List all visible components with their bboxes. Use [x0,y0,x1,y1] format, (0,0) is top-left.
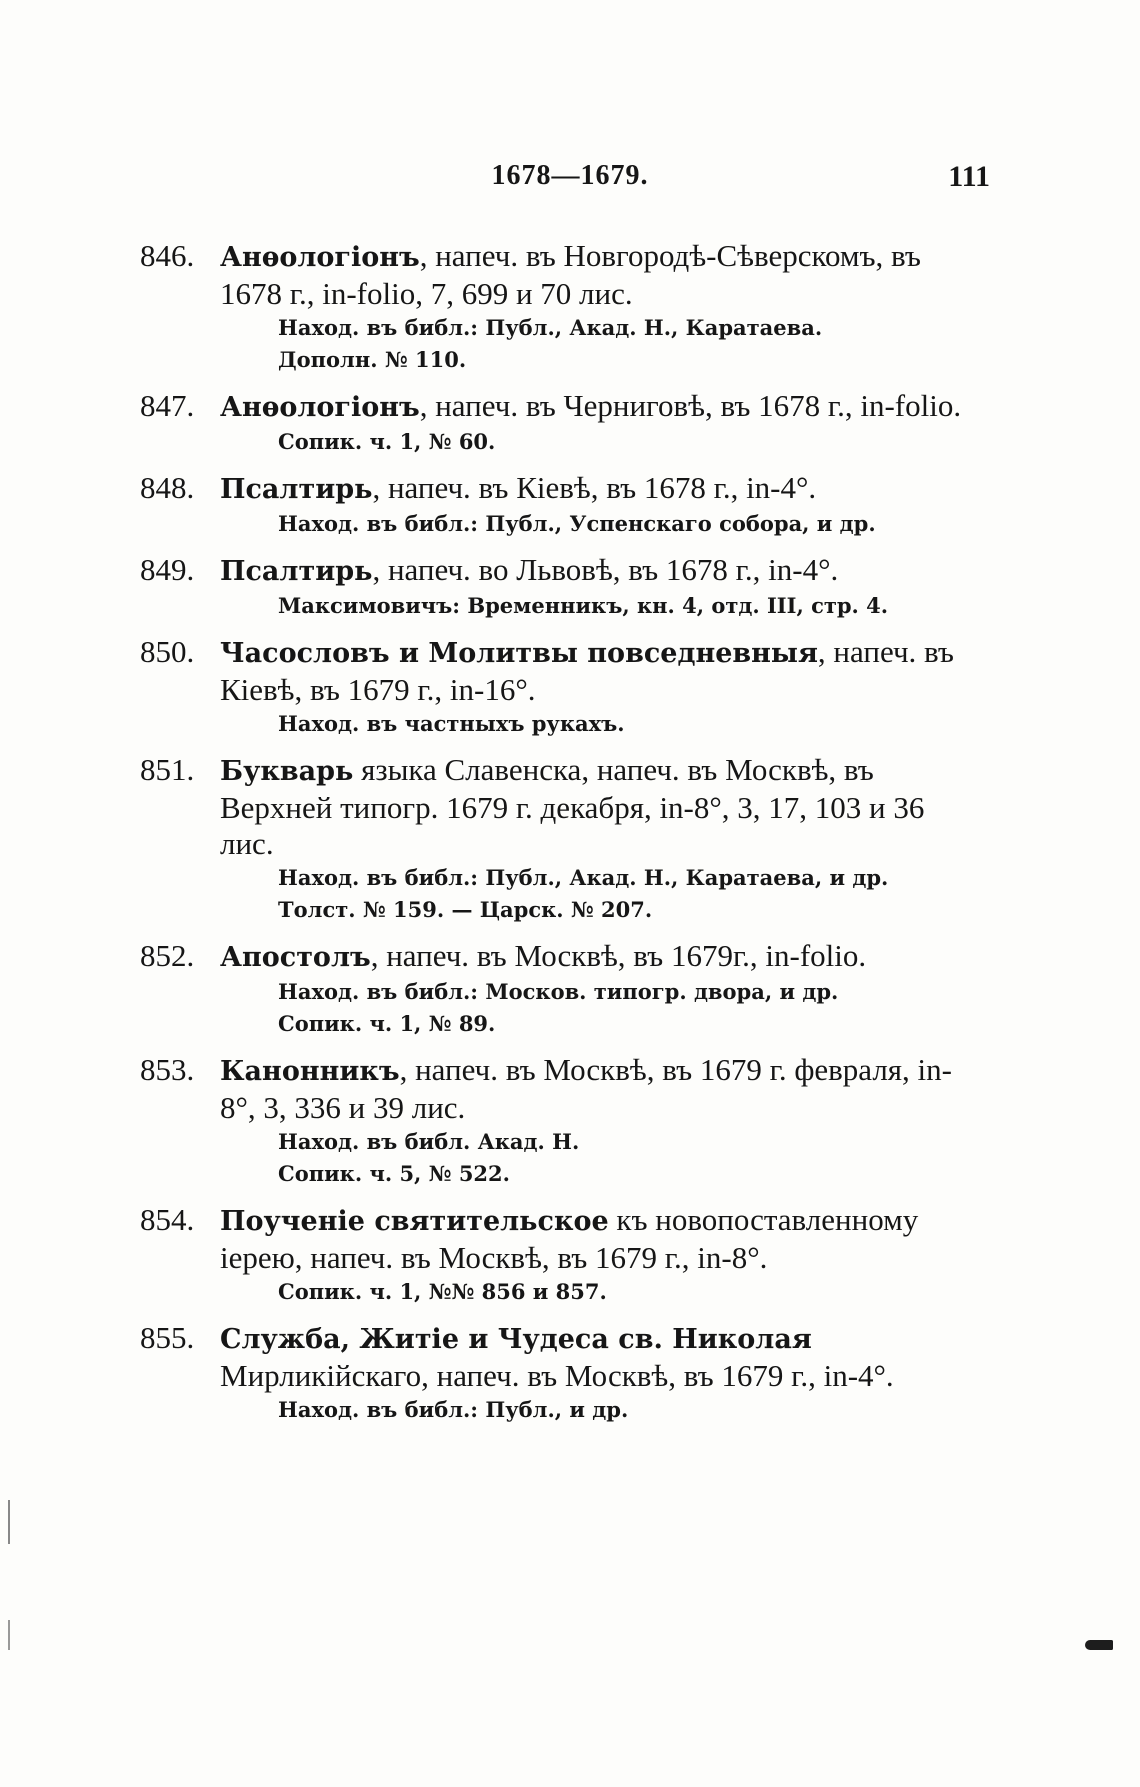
entry-note: Наход. въ библ.: Москов. типогр. двора, и др. [278,979,839,1004]
list-item [140,752,980,926]
entry-note: Наход. въ частныхъ рукахъ. [278,711,625,736]
entry-title: Анѳологіонъ [220,392,420,423]
entry-title: Канонникъ [220,1056,400,1087]
entry-title: Псалтирь [220,556,373,587]
entry-text: Мирликійскаго, напеч. въ Москвѣ, въ 1679 г., in-4°. [220,1358,894,1393]
entry-text: языка Славенска, напеч. въ Москвѣ, въ Верхней типогр. 1679 г. декабря, in-8°, 3, 17, 103 и 36 лис. [220,752,925,861]
entry-title: Служба, Житіе и Чудеса св. Николая [220,1324,812,1355]
entry-number: 851. [140,752,195,787]
entry-number: 847. [140,388,195,423]
list-item [140,238,980,376]
entry-text: , напеч. во Львовѣ, въ 1678 г., in-4°. [372,552,839,587]
entry-text: , напеч. въ Кіевѣ, въ 1678 г., in-4°. [372,470,817,505]
list-item [140,470,980,540]
entry-note: Наход. въ библ.: Публ., Акад. Н., Каратаева. [278,315,823,340]
entry-note: Сопик. ч. 5, № 522. [278,1161,510,1186]
entry-text: , напеч. въ Москвѣ, въ 1679г., in-folio. [370,938,867,973]
running-title: 1678—1679. [491,160,649,191]
entry-note: Наход. въ библ.: Публ., Успенскаго собора, и др. [278,511,876,536]
entry-text: , напеч. въ Новгородѣ-Сѣверскомъ, въ 1678 г., in-folio, 7, 699 и 70 лис. [220,238,921,311]
list-item [140,552,980,622]
entry-text: , напеч. въ Москвѣ, въ 1679 г. февраля, in-8°, 3, 336 и 39 лис. [220,1052,952,1125]
list-item [140,388,980,458]
entry-text: къ новопоставленному іерею, напеч. въ Москвѣ, въ 1679 г., in-8°. [220,1202,919,1275]
list-item [140,1320,980,1426]
list-item [140,634,980,740]
entry-note: Сопик. ч. 1, № 89. [278,1011,496,1036]
entry-text: , напеч. въ Кіевѣ, въ 1679 г., in-16°. [220,634,954,707]
entry-note: Наход. въ библ.: Публ., Акад. Н., Каратаева, и др. [278,865,889,890]
list-item [140,938,980,1040]
entry-note: Толст. № 159. — Царск. № 207. [278,897,653,922]
scan-smudge [1085,1640,1113,1650]
entry-title: Поученіе святительское [220,1206,609,1237]
entry-number: 849. [140,552,195,587]
list-item [140,1052,980,1190]
page-header [140,160,1000,200]
entry-number: 846. [140,238,195,273]
entry-note: Наход. въ библ. Акад. Н. [278,1129,580,1154]
entry-note: Сопик. ч. 1, №№ 856 и 857. [278,1279,607,1304]
scan-mark [8,1500,10,1544]
entry-number: 853. [140,1052,195,1087]
entry-list [140,238,980,1438]
scan-mark [8,1620,10,1650]
entry-number: 854. [140,1202,195,1237]
entry-number: 855. [140,1320,195,1355]
entry-note: Сопик. ч. 1, № 60. [278,429,496,454]
page-number: 111 [948,160,990,193]
entry-number: 852. [140,938,195,973]
entry-number: 850. [140,634,195,669]
entry-text: , напеч. въ Черниговѣ, въ 1678 г., in-folio. [419,388,962,423]
entry-title: Букварь [220,756,354,787]
entry-note: Максимовичъ: Временникъ, кн. 4, отд. III, стр. 4. [278,593,889,618]
entry-number: 848. [140,470,195,505]
entry-title: Апостолъ [220,942,371,973]
list-item [140,1202,980,1308]
entry-note: Дополн. № 110. [278,347,467,372]
entry-title: Псалтирь [220,474,373,505]
entry-title: Часословъ и Молитвы повседневныя [220,638,818,669]
entry-title: Анѳологіонъ [220,242,420,273]
entry-note: Наход. въ библ.: Публ., и др. [278,1397,629,1422]
